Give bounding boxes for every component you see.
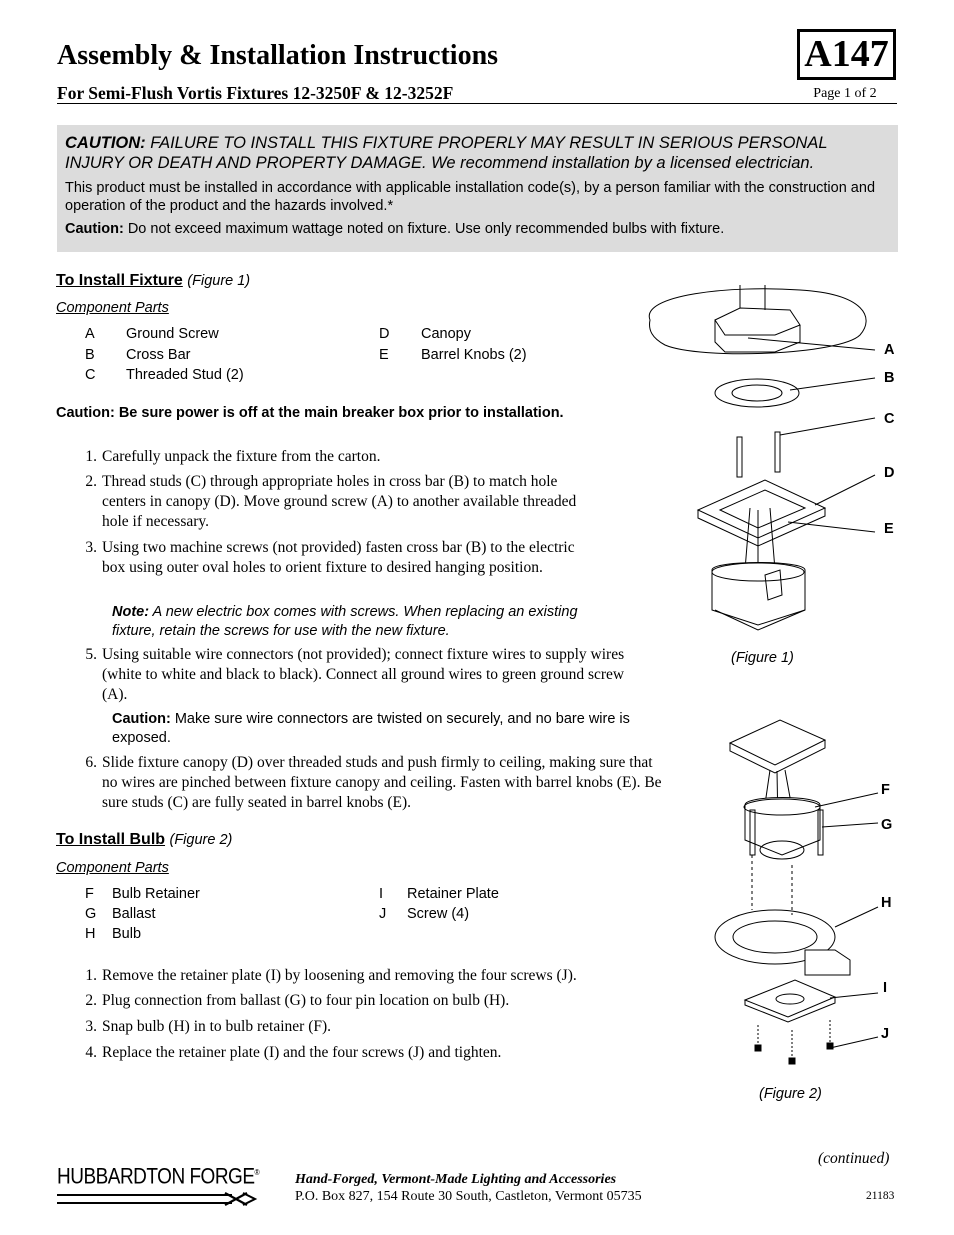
caution-heading: CAUTION: FAILURE TO INSTALL THIS FIXTURE PROPERLY MAY RESULT IN SERIOUS PERSONAL INJURY OR DEATH AND PROPERTY DAMAGE. We recommend installation by a licensed electrician. xyxy=(65,134,828,172)
figure-label-i: I xyxy=(883,980,888,996)
part-letter: C xyxy=(85,367,96,383)
part-letter: I xyxy=(379,886,384,902)
part-name: Barrel Knobs (2) xyxy=(421,347,527,363)
figure-2-caption: (Figure 2) xyxy=(759,1086,822,1102)
part-letter: F xyxy=(85,886,94,902)
caution-wattage: Caution: Do not exceed maximum wattage noted on fixture. Use only recommended bulbs with fixture. xyxy=(65,221,725,237)
figure-1-caption: (Figure 1) xyxy=(731,650,794,666)
figure-label-j: J xyxy=(881,1026,890,1042)
component-parts-heading: Component Parts xyxy=(56,300,169,316)
document-subtitle: For Semi-Flush Vortis Fixtures 12-3250F & 12-3252F xyxy=(57,83,454,103)
power-off-warning: Caution: Be sure power is off at the main breaker box prior to installation. xyxy=(56,405,564,421)
section-install-bulb-heading: To Install Bulb (Figure 2) xyxy=(56,831,233,848)
part-letter: A xyxy=(85,326,95,342)
component-parts-heading: Component Parts xyxy=(56,860,169,876)
part-letter: H xyxy=(85,926,96,942)
figure-label-f: F xyxy=(881,782,890,798)
figure-label-g: G xyxy=(881,817,893,833)
footer-address: P.O. Box 827, 154 Route 30 South, Castleton, Vermont 05735 xyxy=(295,1189,642,1204)
header-rule xyxy=(57,103,897,104)
part-name: Cross Bar xyxy=(126,347,191,363)
note-screws: Note: A new electric box comes with screws. When replacing an existing fixture, retain the screws for use with the new fixture. xyxy=(112,604,578,639)
part-letter: J xyxy=(379,906,387,922)
figure-1-illustration xyxy=(640,280,880,640)
figure-label-e: E xyxy=(884,521,894,537)
figure-label-b: B xyxy=(884,370,895,386)
part-name: Canopy xyxy=(421,326,471,342)
part-letter: D xyxy=(379,326,390,342)
caution-wire-connectors: Caution: Make sure wire connectors are twisted on securely, and no bare wire is exposed. xyxy=(112,711,630,746)
part-letter: E xyxy=(379,347,389,363)
figure-label-a: A xyxy=(884,342,895,358)
footer-tagline: Hand-Forged, Vermont-Made Lighting and Accessories xyxy=(295,1172,617,1187)
part-name: Bulb xyxy=(112,926,142,942)
figure-label-h: H xyxy=(881,895,892,911)
section-install-fixture-heading: To Install Fixture (Figure 1) xyxy=(56,272,251,289)
continued-note: (continued) xyxy=(818,1150,890,1167)
part-name: Retainer Plate xyxy=(407,886,499,902)
footer-code: 21183 xyxy=(866,1190,895,1202)
part-name: Ground Screw xyxy=(126,326,219,342)
part-name: Bulb Retainer xyxy=(112,886,200,902)
figure-2-illustration xyxy=(700,715,888,1070)
document-number: A147 xyxy=(797,29,896,80)
part-letter: B xyxy=(85,347,95,363)
document-title: Assembly & Installation Instructions xyxy=(57,40,499,71)
part-name: Screw (4) xyxy=(407,906,470,922)
figure-label-d: D xyxy=(884,465,895,481)
hubbardton-forge-logo: HUBBARDTON FORGE® xyxy=(57,1165,262,1210)
page-number: Page 1 of 2 xyxy=(813,86,877,101)
figure-label-c: C xyxy=(884,411,895,427)
caution-body: This product must be installed in accordance with applicable installation code(s), by a person familiar with the construction and operation of the product and the hazards involved.* xyxy=(65,180,876,214)
part-name: Ballast xyxy=(112,906,156,922)
part-letter: G xyxy=(85,906,97,922)
part-name: Threaded Stud (2) xyxy=(126,367,244,383)
